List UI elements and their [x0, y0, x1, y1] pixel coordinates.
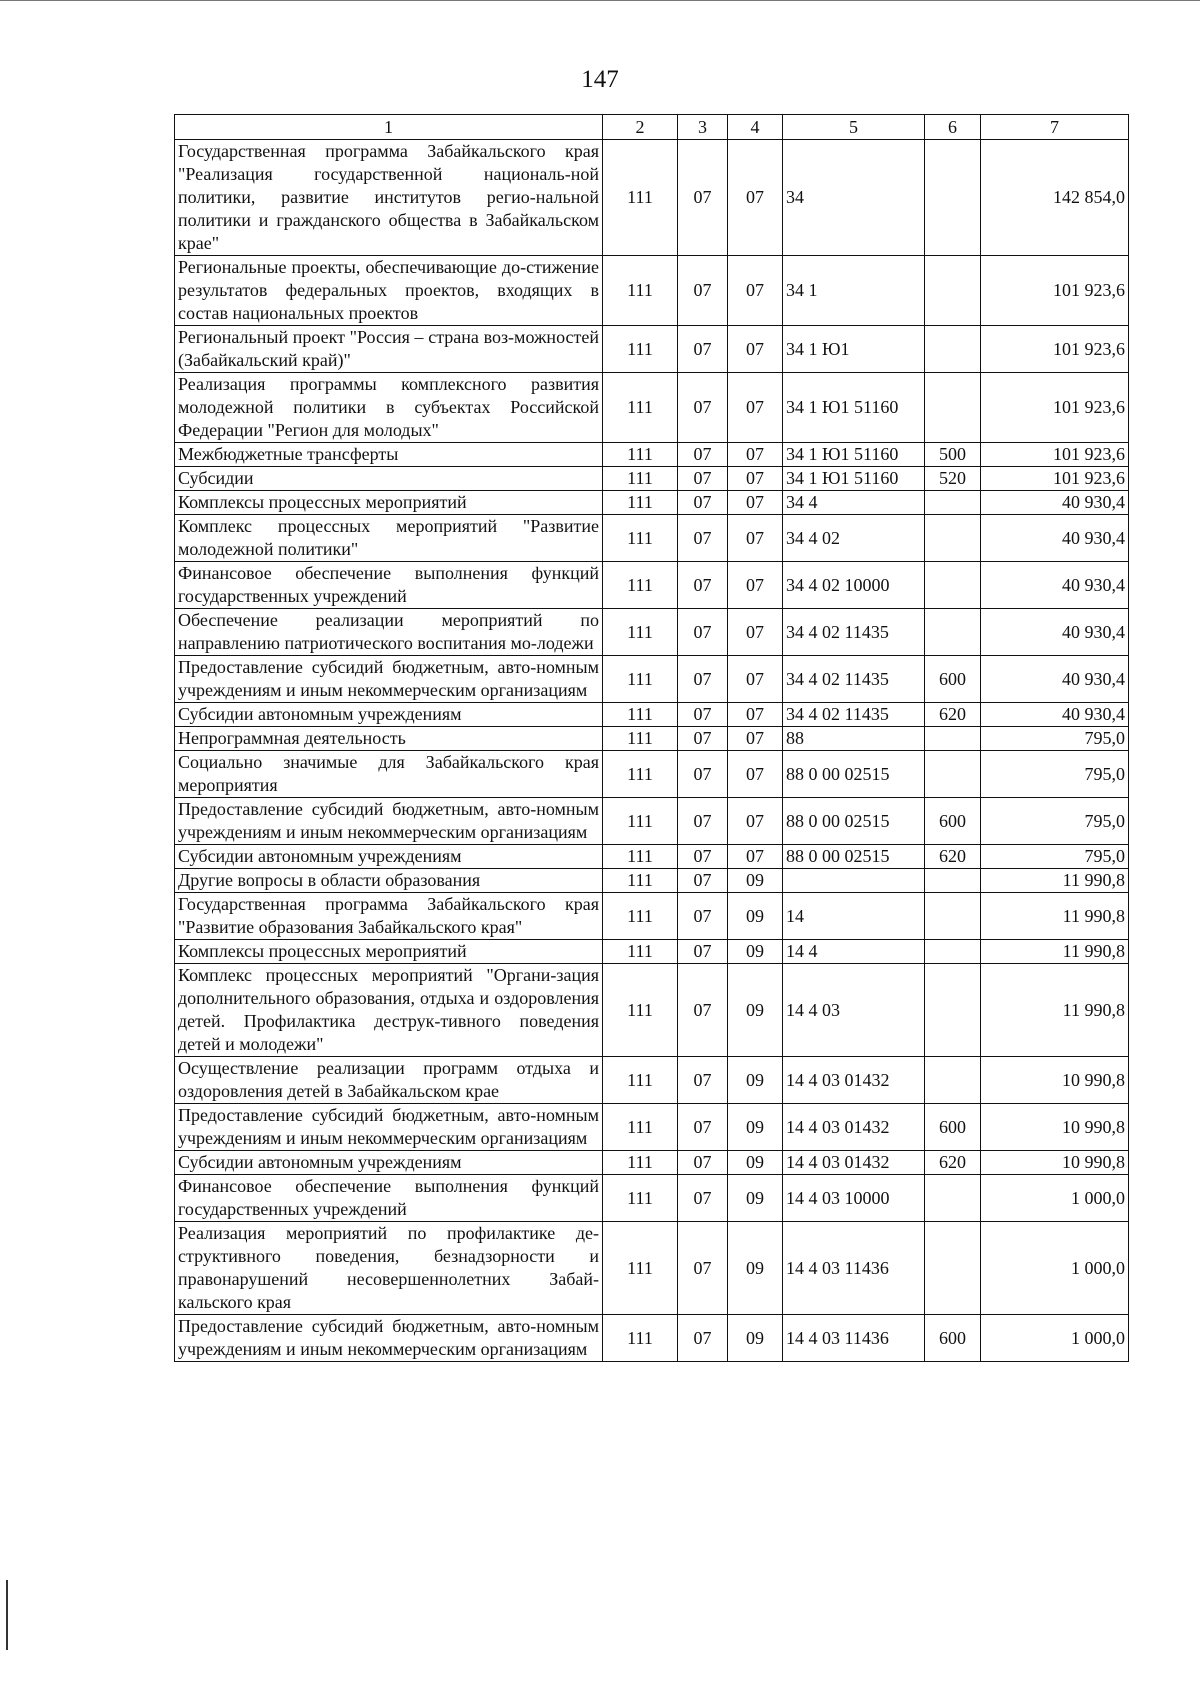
- expense-type-cell: [925, 893, 981, 940]
- expense-type-cell: [925, 727, 981, 751]
- target-article-cell: 88 0 00 02515: [783, 751, 925, 798]
- table-row: [175, 491, 1129, 515]
- scan-top-edge: [0, 0, 1200, 1]
- section-code-cell: 07: [678, 1104, 728, 1151]
- section-code-cell: 07: [678, 727, 728, 751]
- column-header: 7: [981, 115, 1129, 140]
- subsection-code-cell: 07: [728, 326, 783, 373]
- row-name-cell: Непрограммная деятельность: [175, 727, 603, 751]
- row-name-cell: Субсидии автономным учреждениям: [175, 703, 603, 727]
- ministry-code-cell: 111: [603, 1057, 678, 1104]
- ministry-code-cell: 111: [603, 491, 678, 515]
- subsection-code-cell: 09: [728, 893, 783, 940]
- amount-cell: 795,0: [981, 751, 1129, 798]
- expense-type-cell: [925, 1222, 981, 1315]
- ministry-code-cell: 111: [603, 562, 678, 609]
- amount-cell: 11 990,8: [981, 964, 1129, 1057]
- ministry-code-cell: 111: [603, 1222, 678, 1315]
- table-row: [175, 515, 1129, 562]
- amount-cell: 795,0: [981, 798, 1129, 845]
- row-name-cell: Осуществление реализации программ отдыха и оздоровления детей в Забайкальском крае: [175, 1057, 603, 1104]
- expense-type-cell: 520: [925, 467, 981, 491]
- target-article-cell: 34 1: [783, 256, 925, 326]
- expense-type-cell: [925, 1175, 981, 1222]
- row-name-cell: Комплексы процессных мероприятий: [175, 940, 603, 964]
- row-name-cell: Другие вопросы в области образования: [175, 869, 603, 893]
- section-code-cell: 07: [678, 798, 728, 845]
- target-article-cell: 34 4 02 10000: [783, 562, 925, 609]
- amount-cell: 40 930,4: [981, 609, 1129, 656]
- subsection-code-cell: 07: [728, 703, 783, 727]
- amount-cell: 101 923,6: [981, 326, 1129, 373]
- target-article-cell: 34 4: [783, 491, 925, 515]
- target-article-cell: 34 4 02 11435: [783, 609, 925, 656]
- ministry-code-cell: 111: [603, 140, 678, 256]
- column-header: 1: [175, 115, 603, 140]
- subsection-code-cell: 09: [728, 1104, 783, 1151]
- row-name-cell: Комплекс процессных мероприятий "Органи-зация дополнительного образования, отдыха и оздоровления детей. Профилактика деструк-тивного поведения детей и молодежи": [175, 964, 603, 1057]
- table-row: [175, 1175, 1129, 1222]
- subsection-code-cell: 07: [728, 845, 783, 869]
- row-name-cell: Финансовое обеспечение выполнения функций государственных учреждений: [175, 562, 603, 609]
- expense-type-cell: [925, 562, 981, 609]
- amount-cell: 11 990,8: [981, 940, 1129, 964]
- row-name-cell: Государственная программа Забайкальского края "Реализация государственной националь-ной политики, развитие институтов регио-нальной политики и гражданского общества в Забайкальском крае": [175, 140, 603, 256]
- row-name-cell: Социально значимые для Забайкальского края мероприятия: [175, 751, 603, 798]
- ministry-code-cell: 111: [603, 703, 678, 727]
- expense-type-cell: [925, 326, 981, 373]
- amount-cell: 40 930,4: [981, 562, 1129, 609]
- amount-cell: 1 000,0: [981, 1175, 1129, 1222]
- subsection-code-cell: 07: [728, 373, 783, 443]
- target-article-cell: 14 4 03 01432: [783, 1057, 925, 1104]
- amount-cell: 101 923,6: [981, 467, 1129, 491]
- ministry-code-cell: 111: [603, 609, 678, 656]
- ministry-code-cell: 111: [603, 964, 678, 1057]
- row-name-cell: Субсидии: [175, 467, 603, 491]
- table-row: [175, 1104, 1129, 1151]
- row-name-cell: Предоставление субсидий бюджетным, авто-номным учреждениям и иным некоммерческим организациям: [175, 1315, 603, 1362]
- section-code-cell: 07: [678, 656, 728, 703]
- table-row: [175, 845, 1129, 869]
- ministry-code-cell: 111: [603, 869, 678, 893]
- section-code-cell: 07: [678, 1315, 728, 1362]
- row-name-cell: Государственная программа Забайкальского края "Развитие образования Забайкальского края": [175, 893, 603, 940]
- expense-type-cell: [925, 256, 981, 326]
- target-article-cell: 88: [783, 727, 925, 751]
- column-header: 5: [783, 115, 925, 140]
- ministry-code-cell: 111: [603, 256, 678, 326]
- table-row: [175, 326, 1129, 373]
- amount-cell: 10 990,8: [981, 1057, 1129, 1104]
- table-row: [175, 443, 1129, 467]
- expense-type-cell: [925, 515, 981, 562]
- section-code-cell: 07: [678, 256, 728, 326]
- ministry-code-cell: 111: [603, 326, 678, 373]
- subsection-code-cell: 09: [728, 964, 783, 1057]
- table-row: [175, 893, 1129, 940]
- amount-cell: 10 990,8: [981, 1104, 1129, 1151]
- ministry-code-cell: 111: [603, 798, 678, 845]
- section-code-cell: 07: [678, 1175, 728, 1222]
- ministry-code-cell: 111: [603, 940, 678, 964]
- table-row: [175, 869, 1129, 893]
- table-row: [175, 256, 1129, 326]
- section-code-cell: 07: [678, 467, 728, 491]
- subsection-code-cell: 07: [728, 562, 783, 609]
- table-row: [175, 1222, 1129, 1315]
- target-article-cell: 88 0 00 02515: [783, 845, 925, 869]
- expense-type-cell: 600: [925, 656, 981, 703]
- subsection-code-cell: 07: [728, 798, 783, 845]
- subsection-code-cell: 09: [728, 940, 783, 964]
- expense-type-cell: 600: [925, 1104, 981, 1151]
- target-article-cell: 14 4: [783, 940, 925, 964]
- target-article-cell: 34 1 Ю1 51160: [783, 443, 925, 467]
- ministry-code-cell: 111: [603, 656, 678, 703]
- row-name-cell: Реализация программы комплексного развития молодежной политики в субъектах Российской Федерации "Регион для молодых": [175, 373, 603, 443]
- table-row: [175, 940, 1129, 964]
- row-name-cell: Предоставление субсидий бюджетным, авто-номным учреждениям и иным некоммерческим организациям: [175, 1104, 603, 1151]
- target-article-cell: 14 4 03 10000: [783, 1175, 925, 1222]
- target-article-cell: 14 4 03 01432: [783, 1104, 925, 1151]
- table-row: [175, 1315, 1129, 1362]
- ministry-code-cell: 111: [603, 467, 678, 491]
- column-header: 2: [603, 115, 678, 140]
- expense-type-cell: 620: [925, 845, 981, 869]
- expense-type-cell: [925, 940, 981, 964]
- section-code-cell: 07: [678, 893, 728, 940]
- row-name-cell: Комплексы процессных мероприятий: [175, 491, 603, 515]
- target-article-cell: 34: [783, 140, 925, 256]
- row-name-cell: Региональные проекты, обеспечивающие до-стижение результатов федеральных проектов, входящих в состав национальных проектов: [175, 256, 603, 326]
- amount-cell: 11 990,8: [981, 893, 1129, 940]
- target-article-cell: 34 4 02: [783, 515, 925, 562]
- expense-type-cell: [925, 373, 981, 443]
- row-name-cell: Обеспечение реализации мероприятий по направлению патриотического воспитания мо-лодежи: [175, 609, 603, 656]
- column-header: 6: [925, 115, 981, 140]
- target-article-cell: 14 4 03: [783, 964, 925, 1057]
- amount-cell: 1 000,0: [981, 1222, 1129, 1315]
- amount-cell: 40 930,4: [981, 491, 1129, 515]
- expense-type-cell: [925, 140, 981, 256]
- expense-type-cell: [925, 1057, 981, 1104]
- section-code-cell: 07: [678, 751, 728, 798]
- section-code-cell: 07: [678, 1057, 728, 1104]
- target-article-cell: 34 1 Ю1 51160: [783, 373, 925, 443]
- table-row: [175, 727, 1129, 751]
- section-code-cell: 07: [678, 515, 728, 562]
- section-code-cell: 07: [678, 1151, 728, 1175]
- row-name-cell: Реализация мероприятий по профилактике де-структивного поведения, безнадзорности и правонарушений несовершеннолетних Забай-кальского края: [175, 1222, 603, 1315]
- target-article-cell: 14: [783, 893, 925, 940]
- target-article-cell: 34 1 Ю1 51160: [783, 467, 925, 491]
- table-row: [175, 964, 1129, 1057]
- ministry-code-cell: 111: [603, 443, 678, 467]
- subsection-code-cell: 07: [728, 443, 783, 467]
- expense-type-cell: 620: [925, 1151, 981, 1175]
- ministry-code-cell: 111: [603, 1104, 678, 1151]
- amount-cell: 101 923,6: [981, 373, 1129, 443]
- target-article-cell: 88 0 00 02515: [783, 798, 925, 845]
- target-article-cell: 14 4 03 01432: [783, 1151, 925, 1175]
- ministry-code-cell: 111: [603, 727, 678, 751]
- table-header-row: [175, 115, 1129, 140]
- ministry-code-cell: 111: [603, 1151, 678, 1175]
- subsection-code-cell: 07: [728, 256, 783, 326]
- subsection-code-cell: 07: [728, 491, 783, 515]
- expense-type-cell: 500: [925, 443, 981, 467]
- ministry-code-cell: 111: [603, 373, 678, 443]
- ministry-code-cell: 111: [603, 1175, 678, 1222]
- section-code-cell: 07: [678, 373, 728, 443]
- section-code-cell: 07: [678, 964, 728, 1057]
- table-row: [175, 703, 1129, 727]
- table-row: [175, 373, 1129, 443]
- amount-cell: 795,0: [981, 727, 1129, 751]
- scan-margin-mark: [6, 1580, 8, 1650]
- expense-type-cell: [925, 609, 981, 656]
- table-row: [175, 562, 1129, 609]
- target-article-cell: 34 4 02 11435: [783, 656, 925, 703]
- subsection-code-cell: 09: [728, 869, 783, 893]
- amount-cell: 40 930,4: [981, 515, 1129, 562]
- amount-cell: 10 990,8: [981, 1151, 1129, 1175]
- expense-type-cell: 600: [925, 798, 981, 845]
- section-code-cell: 07: [678, 940, 728, 964]
- table-row: [175, 609, 1129, 656]
- expense-type-cell: 600: [925, 1315, 981, 1362]
- subsection-code-cell: 09: [728, 1222, 783, 1315]
- table-row: [175, 467, 1129, 491]
- ministry-code-cell: 111: [603, 1315, 678, 1362]
- row-name-cell: Предоставление субсидий бюджетным, авто-номным учреждениям и иным некоммерческим организациям: [175, 798, 603, 845]
- table-row: [175, 140, 1129, 256]
- section-code-cell: 07: [678, 1222, 728, 1315]
- section-code-cell: 07: [678, 869, 728, 893]
- expense-type-cell: 620: [925, 703, 981, 727]
- ministry-code-cell: 111: [603, 893, 678, 940]
- ministry-code-cell: 111: [603, 751, 678, 798]
- row-name-cell: Межбюджетные трансферты: [175, 443, 603, 467]
- section-code-cell: 07: [678, 326, 728, 373]
- subsection-code-cell: 09: [728, 1151, 783, 1175]
- row-name-cell: Субсидии автономным учреждениям: [175, 1151, 603, 1175]
- subsection-code-cell: 09: [728, 1315, 783, 1362]
- row-name-cell: Комплекс процессных мероприятий "Развитие молодежной политики": [175, 515, 603, 562]
- amount-cell: 1 000,0: [981, 1315, 1129, 1362]
- expense-type-cell: [925, 964, 981, 1057]
- page-number: 147: [581, 66, 619, 93]
- target-article-cell: 14 4 03 11436: [783, 1222, 925, 1315]
- amount-cell: 11 990,8: [981, 869, 1129, 893]
- table-row: [175, 1151, 1129, 1175]
- subsection-code-cell: 09: [728, 1057, 783, 1104]
- ministry-code-cell: 111: [603, 845, 678, 869]
- amount-cell: 40 930,4: [981, 656, 1129, 703]
- row-name-cell: Предоставление субсидий бюджетным, авто-номным учреждениям и иным некоммерческим организациям: [175, 656, 603, 703]
- target-article-cell: [783, 869, 925, 893]
- expense-type-cell: [925, 751, 981, 798]
- budget-table: [174, 114, 1129, 1362]
- amount-cell: 101 923,6: [981, 256, 1129, 326]
- expense-type-cell: [925, 491, 981, 515]
- column-header: 4: [728, 115, 783, 140]
- section-code-cell: 07: [678, 562, 728, 609]
- table-row: [175, 751, 1129, 798]
- expense-type-cell: [925, 869, 981, 893]
- section-code-cell: 07: [678, 443, 728, 467]
- table-row: [175, 1057, 1129, 1104]
- table-row: [175, 798, 1129, 845]
- section-code-cell: 07: [678, 703, 728, 727]
- subsection-code-cell: 07: [728, 656, 783, 703]
- subsection-code-cell: 07: [728, 751, 783, 798]
- target-article-cell: 34 4 02 11435: [783, 703, 925, 727]
- row-name-cell: Финансовое обеспечение выполнения функций государственных учреждений: [175, 1175, 603, 1222]
- subsection-code-cell: 09: [728, 1175, 783, 1222]
- target-article-cell: 34 1 Ю1: [783, 326, 925, 373]
- amount-cell: 101 923,6: [981, 443, 1129, 467]
- section-code-cell: 07: [678, 845, 728, 869]
- subsection-code-cell: 07: [728, 727, 783, 751]
- row-name-cell: Региональный проект "Россия – страна воз-можностей (Забайкальский край)": [175, 326, 603, 373]
- ministry-code-cell: 111: [603, 515, 678, 562]
- target-article-cell: 14 4 03 11436: [783, 1315, 925, 1362]
- section-code-cell: 07: [678, 609, 728, 656]
- subsection-code-cell: 07: [728, 140, 783, 256]
- subsection-code-cell: 07: [728, 467, 783, 491]
- section-code-cell: 07: [678, 491, 728, 515]
- amount-cell: 40 930,4: [981, 703, 1129, 727]
- column-header: 3: [678, 115, 728, 140]
- row-name-cell: Субсидии автономным учреждениям: [175, 845, 603, 869]
- subsection-code-cell: 07: [728, 515, 783, 562]
- amount-cell: 142 854,0: [981, 140, 1129, 256]
- table-row: [175, 656, 1129, 703]
- amount-cell: 795,0: [981, 845, 1129, 869]
- section-code-cell: 07: [678, 140, 728, 256]
- subsection-code-cell: 07: [728, 609, 783, 656]
